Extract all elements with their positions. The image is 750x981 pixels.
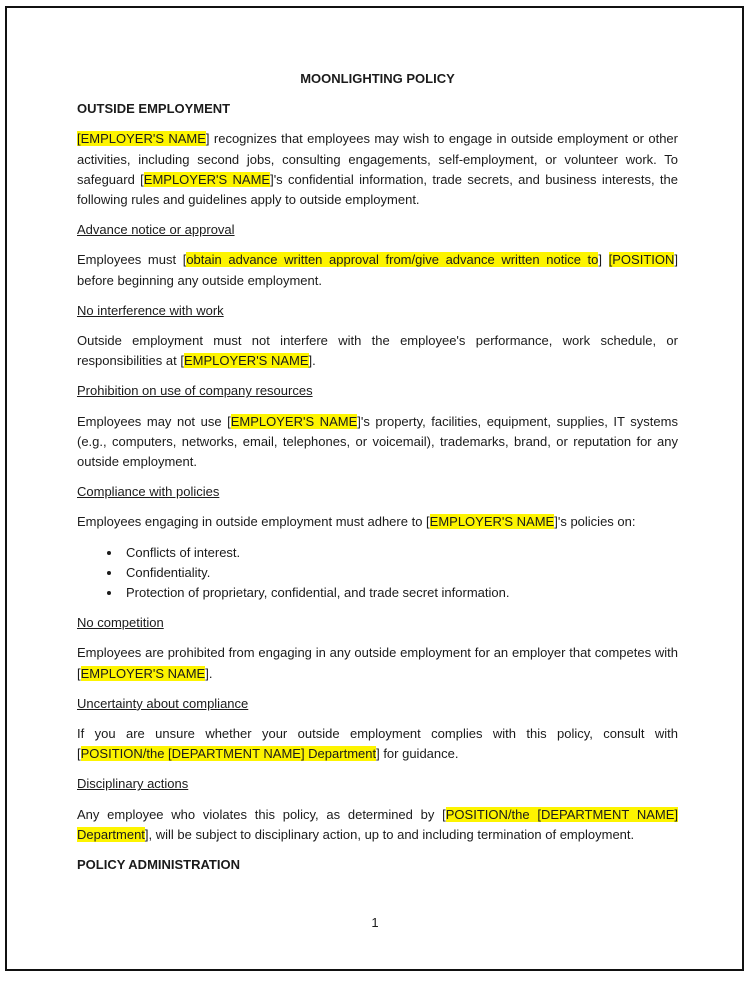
text-run: ]'s property, facilities, equipment, supplies, IT systems (e.g., computers, networks, email, telephones, or voicemail), trademarks, brand, or reputation for any outside employment.: [77, 413, 678, 470]
text-run: ].: [308, 353, 316, 369]
text-run: ] recognizes that employees may wish to engage in outside employment or other activities, including second jobs, consulting engagements, self-employment, or volunteer work. To safeguard [: [77, 131, 678, 187]
paragraph: [77, 643, 678, 683]
highlight-placeholder: EMPLOYER'S NAME: [143, 171, 271, 187]
paragraph: [77, 250, 678, 290]
text-run: ]'s policies on:: [554, 514, 636, 530]
highlight-placeholder: EMPLOYER'S NAME: [429, 514, 555, 530]
subsection-heading: Uncertainty about compliance: [77, 695, 249, 711]
bullet-list: [77, 543, 678, 604]
paragraph: [77, 412, 678, 473]
section-heading: OUTSIDE EMPLOYMENT: [77, 101, 231, 117]
text-run: ], will be subject to disciplinary action, up to and including termination of employment.: [144, 826, 635, 842]
text-run: ] for guidance.: [376, 746, 459, 762]
text-run: ]: [598, 252, 609, 268]
subsection-heading: Advance notice or approval: [77, 222, 235, 238]
document-title: MOONLIGHTING POLICY: [300, 71, 455, 86]
document-content: [77, 69, 678, 885]
text-run: Employees may not use [: [77, 413, 231, 429]
document-body: [77, 99, 678, 875]
text-run: ] before beginning any outside employment.: [77, 252, 678, 288]
paragraph: [77, 331, 678, 371]
highlight-placeholder: EMPLOYER'S NAME: [230, 413, 358, 429]
text-run: Employees engaging in outside employment must adhere to [: [77, 514, 430, 530]
paragraph: [77, 724, 678, 764]
highlight-placeholder: EMPLOYER'S NAME: [80, 665, 206, 681]
bullet-item: • Confidentiality.: [122, 563, 678, 583]
bullet-item: • Conflicts of interest.: [122, 543, 678, 563]
text-run: Outside employment must not interfere with the employee's performance, work schedule, or responsibilities at [: [77, 333, 678, 369]
paragraph: [77, 129, 678, 210]
text-run: Employees are prohibited from engaging in any outside employment for an employer that competes with [: [77, 645, 678, 681]
page-number: 1: [371, 915, 379, 930]
highlight-placeholder: [EMPLOYER'S NAME: [77, 131, 206, 147]
subsection-heading: Prohibition on use of company resources: [77, 383, 313, 399]
text-run: ].: [205, 665, 213, 681]
text-run: Any employee who violates this policy, as determined by [: [77, 806, 446, 822]
highlight-placeholder: obtain advance written approval from/give advance written notice to: [186, 252, 599, 268]
highlight-placeholder: [POSITION: [608, 252, 675, 268]
highlight-placeholder: POSITION/the [DEPARTMENT NAME] Department: [80, 746, 377, 762]
subsection-heading: Disciplinary actions: [77, 776, 189, 792]
subsection-heading: No interference with work: [77, 302, 224, 318]
text-run: ]'s confidential information, trade secrets, and business interests, the following rules and guidelines apply to outside employment.: [77, 171, 678, 208]
bullet-item: • Protection of proprietary, confidential, and trade secret information.: [122, 583, 678, 603]
section-heading: POLICY ADMINISTRATION: [77, 857, 240, 873]
subsection-heading: Compliance with policies: [77, 484, 220, 500]
highlight-placeholder: POSITION/the [DEPARTMENT NAME] Department: [77, 806, 678, 842]
subsection-heading: No competition: [77, 615, 164, 631]
paragraph: [77, 805, 678, 845]
paragraph: [77, 512, 678, 532]
highlight-placeholder: EMPLOYER'S NAME: [183, 353, 309, 369]
text-run: If you are unsure whether your outside employment complies with this policy, consult with [: [77, 726, 678, 762]
text-run: Employees must [: [77, 252, 187, 268]
